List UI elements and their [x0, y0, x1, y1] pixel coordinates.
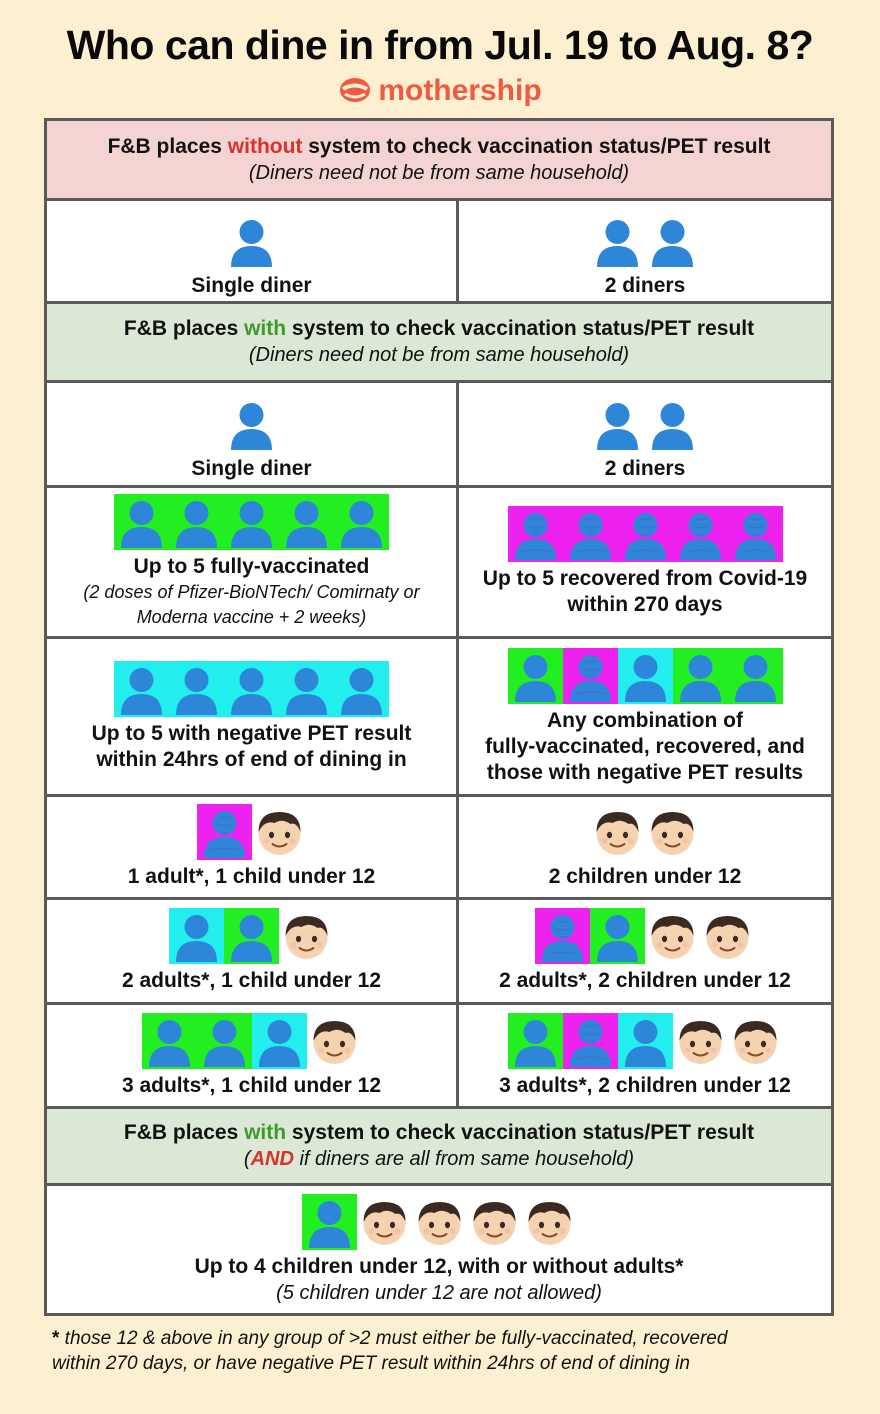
cell-label: Up to 5 recovered from Covid-19 — [482, 567, 808, 590]
cell-note: (5 children under 12 are not allowed) — [276, 1281, 602, 1304]
cell-combination — [459, 639, 831, 794]
cell-without-single — [47, 201, 456, 301]
child-face-icon — [252, 804, 307, 860]
cell-3-adults-1-child — [47, 1005, 456, 1106]
keyword-and: AND — [250, 1148, 294, 1170]
icon-row — [508, 1013, 783, 1069]
cell-label: 2 adults*, 1 child under 12 — [121, 969, 382, 992]
pet-negative-person-icon — [169, 908, 224, 964]
cell-pet — [47, 639, 456, 794]
cell-1-adult-1-child — [47, 797, 456, 897]
recovered-person-icon — [728, 506, 783, 562]
icon-row — [590, 213, 700, 269]
cell-label: Single diner — [191, 457, 312, 480]
recovered-person-icon — [673, 506, 728, 562]
cell-2-adults-2-children — [459, 900, 831, 1002]
header-subtitle: (AND if diners are all from same household) — [243, 1148, 635, 1170]
person-icon — [590, 213, 645, 269]
cell-recovered — [459, 488, 831, 636]
vaccinated-person-icon — [114, 494, 169, 550]
footnote-line: within 270 days, or have negative PET result within 24hrs of end of dining in — [52, 1353, 690, 1374]
recovered-person-icon — [197, 804, 252, 860]
icon-row — [197, 804, 307, 860]
vaccinated-person-icon — [508, 648, 563, 704]
child-face-icon — [412, 1194, 467, 1250]
pet-negative-person-icon — [224, 661, 279, 717]
icon-row — [142, 1013, 362, 1069]
header-title: F&B places without system to check vaccination status/PET result — [107, 134, 771, 158]
cell-label: 3 adults*, 2 children under 12 — [499, 1073, 791, 1097]
child-face-icon — [645, 804, 700, 860]
recovered-person-icon — [535, 908, 590, 964]
recovered-person-icon — [563, 1013, 618, 1069]
pet-negative-person-icon — [114, 661, 169, 717]
cell-2-children — [459, 797, 831, 897]
person-icon — [224, 213, 279, 269]
child-face-icon — [307, 1013, 362, 1069]
icon-row — [114, 494, 389, 550]
vaccinated-person-icon — [169, 494, 224, 550]
icon-row — [535, 908, 755, 964]
vaccinated-person-icon — [197, 1013, 252, 1069]
vaccinated-person-icon — [508, 1013, 563, 1069]
pet-negative-person-icon — [279, 661, 334, 717]
cell-label: within 24hrs of end of dining in — [96, 747, 407, 771]
icon-row — [169, 908, 334, 964]
recovered-person-icon — [563, 648, 618, 704]
header-title: F&B places with system to check vaccination status/PET result — [123, 317, 755, 340]
cell-label: 3 adults*, 1 child under 12 — [121, 1073, 382, 1097]
icon-row — [508, 648, 783, 704]
cell-with-single — [47, 383, 456, 485]
vaccinated-person-icon — [279, 494, 334, 550]
dining-rules-table — [44, 118, 834, 1316]
vaccinated-person-icon — [673, 648, 728, 704]
header-without-system — [47, 121, 831, 198]
cell-label: Up to 5 with negative PET result — [91, 721, 412, 745]
vaccinated-person-icon — [590, 908, 645, 964]
cell-label: 2 diners — [604, 457, 686, 480]
header-subtitle: (Diners need not be from same household) — [248, 161, 630, 184]
pet-negative-person-icon — [618, 648, 673, 704]
footnote — [52, 1326, 842, 1376]
keyword-without: without — [227, 134, 303, 158]
mothership-logo-icon — [338, 76, 372, 112]
header-subtitle: (Diners need not be from same household) — [248, 344, 630, 366]
cell-label: 1 adult*, 1 child under 12 — [127, 865, 376, 888]
pet-negative-person-icon — [618, 1013, 673, 1069]
header-title: F&B places with system to check vaccination status/PET result — [123, 1121, 755, 1144]
cell-2-adults-1-child — [47, 900, 456, 1002]
child-face-icon — [279, 908, 334, 964]
child-face-icon — [522, 1194, 577, 1250]
cell-label: Up to 5 fully-vaccinated — [133, 555, 370, 578]
cell-label: 2 adults*, 2 children under 12 — [499, 969, 791, 992]
header-with-system — [47, 304, 831, 380]
icon-row — [590, 396, 700, 452]
recovered-person-icon — [563, 506, 618, 562]
footnote-line: those 12 & above in any group of >2 must either be fully-vaccinated, recovered — [59, 1328, 728, 1349]
cell-label: Single diner — [191, 274, 312, 297]
person-icon — [645, 213, 700, 269]
cell-with-two — [459, 383, 831, 485]
vaccinated-person-icon — [224, 908, 279, 964]
cell-label: 2 children under 12 — [548, 865, 742, 888]
person-icon — [224, 396, 279, 452]
child-face-icon — [357, 1194, 412, 1250]
child-face-icon — [673, 1013, 728, 1069]
pet-negative-person-icon — [169, 661, 224, 717]
cell-label: Any combination of — [547, 708, 743, 732]
keyword-with: with — [244, 317, 287, 340]
cell-household-children — [47, 1186, 831, 1313]
header-household — [47, 1109, 831, 1183]
icon-row — [224, 396, 279, 452]
cell-label: within 270 days — [567, 593, 723, 616]
brand-logo — [0, 74, 880, 112]
child-face-icon — [700, 908, 755, 964]
person-icon — [590, 396, 645, 452]
cell-label: 2 diners — [604, 274, 686, 297]
child-face-icon — [590, 804, 645, 860]
page-title: Who can dine in from Jul. 19 to Aug. 8? — [66, 22, 814, 68]
pet-negative-person-icon — [334, 661, 389, 717]
brand-name: mothership — [378, 74, 542, 107]
cell-without-two — [459, 201, 831, 301]
icon-row — [302, 1194, 577, 1250]
cell-note: (2 doses of Pfizer-BioNTech/ Comirnaty or — [83, 582, 420, 602]
vaccinated-person-icon — [334, 494, 389, 550]
person-icon — [645, 396, 700, 452]
keyword-with: with — [244, 1121, 287, 1144]
vaccinated-person-icon — [224, 494, 279, 550]
child-face-icon — [728, 1013, 783, 1069]
child-face-icon — [645, 908, 700, 964]
vaccinated-person-icon — [302, 1194, 357, 1250]
footnote-star: * — [52, 1328, 60, 1349]
recovered-person-icon — [508, 506, 563, 562]
cell-vaccinated — [47, 488, 456, 636]
icon-row — [508, 506, 783, 562]
cell-label: fully-vaccinated, recovered, and — [485, 734, 805, 758]
vaccinated-person-icon — [142, 1013, 197, 1069]
cell-3-adults-2-children — [459, 1005, 831, 1106]
icon-row — [114, 661, 389, 717]
icon-row — [224, 213, 279, 269]
recovered-person-icon — [618, 506, 673, 562]
cell-label: those with negative PET results — [486, 760, 804, 784]
cell-note: Moderna vaccine + 2 weeks) — [136, 607, 367, 627]
icon-row — [590, 804, 700, 860]
vaccinated-person-icon — [728, 648, 783, 704]
cell-label: Up to 4 children under 12, with or without adults* — [194, 1254, 684, 1278]
child-face-icon — [467, 1194, 522, 1250]
pet-negative-person-icon — [252, 1013, 307, 1069]
